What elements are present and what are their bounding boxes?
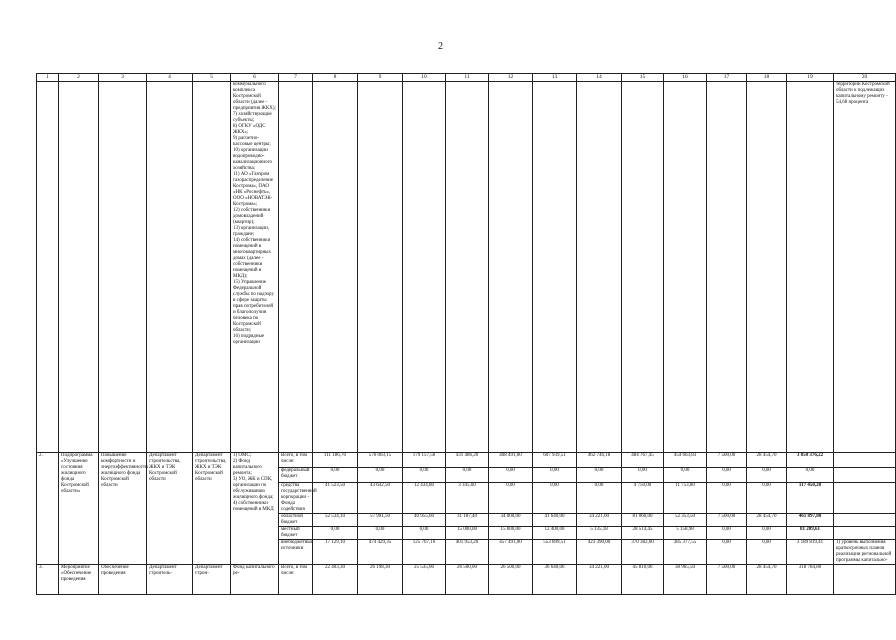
cell-total: 81 209,61 xyxy=(787,527,834,540)
cell-value: 125 767,10 xyxy=(403,540,446,565)
cell-value: 3 345,60 xyxy=(446,483,489,514)
col-number: 19 xyxy=(787,74,834,82)
continuation-row xyxy=(37,82,896,453)
cell-value: 0,00 xyxy=(747,540,787,565)
event-row xyxy=(37,565,896,595)
source-label: средства государственной корпорации - Фонда содействия xyxy=(279,483,313,514)
cell-value: 0,00 xyxy=(577,468,622,483)
cell-value: 0,00 xyxy=(403,468,446,483)
col-number: 17 xyxy=(707,74,747,82)
cell-value: 81 060,00 xyxy=(622,514,664,527)
col-number: 1 xyxy=(37,74,59,82)
col-number: 16 xyxy=(664,74,707,82)
col-number: 15 xyxy=(622,74,664,82)
cell-value: 0,00 xyxy=(707,483,747,514)
cell-value: 423 390,00 xyxy=(577,540,622,565)
cell-value: 7 500,00 xyxy=(707,453,747,468)
cell-value: 111 186,70 xyxy=(313,453,358,468)
cell-value: 26 500,00 xyxy=(489,565,533,595)
col-number: 13 xyxy=(533,74,577,82)
col-number: 14 xyxy=(577,74,622,82)
cell-value: 457 491,00 xyxy=(489,540,533,565)
subprogram-goal: Повышение комфортности и энергоэффективности жилищного фонда Костромской области xyxy=(99,453,147,565)
cell-value: 7 500,00 xyxy=(707,565,747,595)
row-number: 3. xyxy=(37,565,59,595)
source-label: внебюджетные источники xyxy=(279,540,313,565)
source-label: федеральный бюджет xyxy=(279,468,313,483)
cell-value: 0,00 xyxy=(707,468,747,483)
cell-value: 15 000,00 xyxy=(446,527,489,540)
cell-value: 0,00 xyxy=(622,468,664,483)
col-number: 3 xyxy=(99,74,147,82)
cell-value: 28 454,70 xyxy=(747,565,787,595)
source-label: Всего, в том числе: xyxy=(279,565,313,595)
cell-value: 553 899,51 xyxy=(533,540,577,565)
cell-value: 43 642,50 xyxy=(358,483,403,514)
cell-value: 0,00 xyxy=(313,527,358,540)
cell-value: 0,00 xyxy=(707,540,747,565)
cell-value: 7 500,00 xyxy=(707,514,747,527)
event-goal: Обеспечение проведения xyxy=(99,565,147,595)
cell-value: 484 767,45 xyxy=(622,453,664,468)
cell-value: 26 198,30 xyxy=(358,565,403,595)
program-table xyxy=(36,73,896,595)
cell-value: 474 429,35 xyxy=(358,540,403,565)
cell-value: 22 403,30 xyxy=(313,565,358,595)
cell-value: 52 353,50 xyxy=(664,514,707,527)
cell-value: 12 434,80 xyxy=(403,483,446,514)
cell-value: 34 000,00 xyxy=(489,514,533,527)
cell-value: 28 454,70 xyxy=(747,514,787,527)
indicator-text-continued: территории Костромской области к подлежащих капитальному ремонту - 54,68 процента xyxy=(834,82,896,453)
col-number: 11 xyxy=(446,74,489,82)
subprogram-executor: Департамент строительства, ЖКХ и ТЭК Костромской области xyxy=(147,453,193,565)
cell-value: 431 486,20 xyxy=(446,453,489,468)
cell-value: 40 955,60 xyxy=(403,514,446,527)
cell-value: 28 514,45 xyxy=(622,527,664,540)
cell-value: 5 158,98 xyxy=(664,527,707,540)
cell-value: 385 377,55 xyxy=(664,540,707,565)
col-number: 2 xyxy=(59,74,99,82)
cell-value: 57 991,50 xyxy=(358,514,403,527)
cell-value: 28 454,70 xyxy=(747,453,787,468)
cell-value: 401 953,20 xyxy=(446,540,489,565)
event-executor: Департамент строитель- xyxy=(147,565,193,595)
col-number: 18 xyxy=(747,74,787,82)
cell-value: 462 746,18 xyxy=(577,453,622,468)
source-label: Всего, в том числе: xyxy=(279,453,313,468)
cell-value: 15 000,00 xyxy=(489,527,533,540)
cell-value: 41 523,50 xyxy=(313,483,358,514)
cell-value: 0,00 xyxy=(747,527,787,540)
cell-value: 38 965,50 xyxy=(664,565,707,595)
cell-total: 3 850 376,22 xyxy=(787,453,834,468)
cell-value: 0,00 xyxy=(403,527,446,540)
cell-value: 52 534,10 xyxy=(313,514,358,527)
row-number: 2. xyxy=(37,453,59,565)
cell-value: 408 491,00 xyxy=(489,453,533,468)
cell-total: 0,00 xyxy=(787,468,834,483)
col-number: 4 xyxy=(147,74,193,82)
col-number: 10 xyxy=(403,74,446,82)
cell-value: 0,00 xyxy=(446,468,489,483)
cell-value: 0,00 xyxy=(533,468,577,483)
cell-value: 370 382,60 xyxy=(622,540,664,565)
column-number-row xyxy=(37,74,896,82)
cell-value: 0,00 xyxy=(313,468,358,483)
cell-value: 0,00 xyxy=(707,527,747,540)
col-number: 12 xyxy=(489,74,533,82)
cell-value: 41 640,00 xyxy=(533,514,577,527)
participants-continued: коммунального комплекса Костромской области (далее - предприятия ЖКХ); 7) хозяйствующие субъекты; 8) ОГКУ «ОДС ЖКХ»; 9) расчетно-кассовые центры; 10) организации водопроводно-канализационного хозяйства; 11) АО «Газпром газораспределение Кострома», ПАО «НК «Роснефть», ООО «НОВАТЭК-Кострома»; 12) собственники домовладений (квартир); 13) организации, граждане; 14) собственники помещений в многоквартирных домах (далее - собственники помещений в МКД); 15) Управление Федеральной службы по надзору в сфере защиты прав потребителей и благополучия человека по Костромской области; 16) подрядные организации xyxy=(231,82,279,453)
cell-value: 17 129,10 xyxy=(313,540,358,565)
cell-value: 0,00 xyxy=(747,468,787,483)
cell-value: 36 640,00 xyxy=(533,565,577,595)
cell-total: 117 450,20 xyxy=(787,483,834,514)
cell-value: 0,00 xyxy=(664,468,707,483)
col-number: 5 xyxy=(193,74,231,82)
source-label: местный бюджет xyxy=(279,527,313,540)
cell-value: 0,00 xyxy=(533,483,577,514)
cell-value: 0,00 xyxy=(489,483,533,514)
col-number: 8 xyxy=(313,74,358,82)
subprogram-participants: 1) ОМС; 2) Фонд капитального ремонта; 3) УО, ЖК и СПК, организации по обслуживанию жилищного фонда; 4) собственники помещений в МКД xyxy=(231,453,279,565)
subprogram-row-total xyxy=(37,453,896,468)
cell-total: 318 784,80 xyxy=(787,565,834,595)
col-number: 6 xyxy=(231,74,279,82)
cell-value: 0,00 xyxy=(577,483,622,514)
source-label: областной бюджет xyxy=(279,514,313,527)
col-number: 20 xyxy=(834,74,896,82)
cell-value: 0,00 xyxy=(489,468,533,483)
cell-value: 454 663,83 xyxy=(664,453,707,468)
cell-value: 34 221,00 xyxy=(577,565,622,595)
page-number: 2 xyxy=(438,41,443,52)
cell-value: 179 157,50 xyxy=(403,453,446,468)
event-name: Мероприятие «Обеспечение проведения xyxy=(59,565,99,595)
cell-value: 4 750,00 xyxy=(622,483,664,514)
cell-value: 576 063,15 xyxy=(358,453,403,468)
cell-value: 11 753,80 xyxy=(664,483,707,514)
event-coexecutor: Департамент строи- xyxy=(193,565,231,595)
cell-value: 34 221,00 xyxy=(577,514,622,527)
col-number: 9 xyxy=(358,74,403,82)
cell-value: 0,00 xyxy=(358,468,403,483)
cell-total: 3 189 819,41 xyxy=(787,540,834,565)
indicator-text: 1) уровень выполнения краткосрочных планов реализации региональной программы капитально- xyxy=(834,540,896,565)
cell-value: 25 535,00 xyxy=(403,565,446,595)
subprogram-name: Подпрограмма «Улучшение состояния жилищного фонда Костромской области» xyxy=(59,453,99,565)
subprogram-coexecutor: Департамент строительства, ЖКХ и ТЭК Костромской области xyxy=(193,453,231,565)
col-number: 7 xyxy=(279,74,313,82)
cell-value: 607 939,51 xyxy=(533,453,577,468)
cell-total: 461 897,80 xyxy=(787,514,834,527)
cell-value: 26 500,00 xyxy=(446,565,489,595)
event-participants: Фонд капитального ре- xyxy=(231,565,279,595)
cell-value: 5 135,18 xyxy=(577,527,622,540)
cell-value: 31 187,40 xyxy=(446,514,489,527)
cell-value: 12 400,00 xyxy=(533,527,577,540)
cell-value: 45 810,00 xyxy=(622,565,664,595)
cell-value: 0,00 xyxy=(358,527,403,540)
cell-value: 0,00 xyxy=(747,483,787,514)
